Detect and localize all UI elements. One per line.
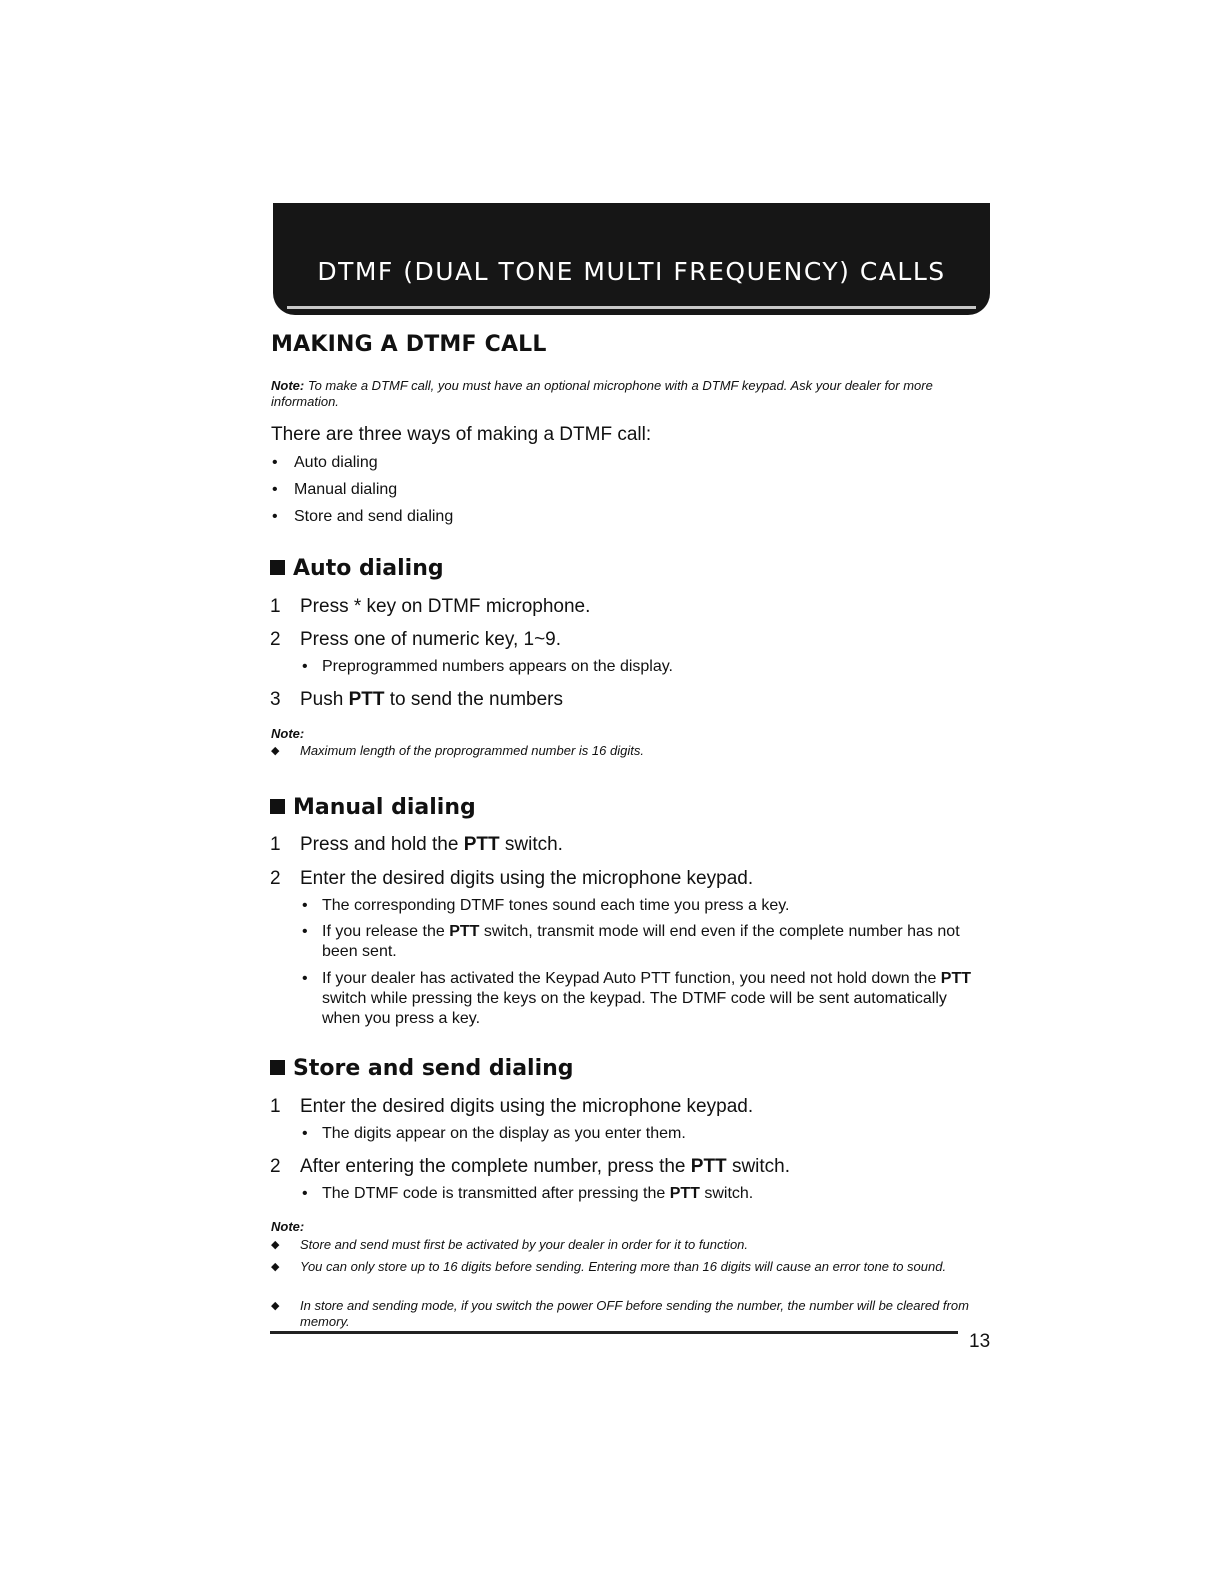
note-label: Note: (271, 726, 305, 741)
bullet-icon: • (302, 897, 308, 914)
page-number: 13 (969, 1331, 991, 1352)
bullet-icon: • (272, 508, 278, 525)
bullet-icon: • (302, 658, 308, 675)
bullet-icon: • (302, 1125, 308, 1142)
section-heading-auto: Auto dialing (270, 556, 444, 581)
banner-underline (287, 306, 976, 309)
bullet-icon: • (302, 970, 308, 987)
footer-rule (270, 1331, 958, 1334)
bullet-icon: • (302, 923, 308, 940)
square-bullet-icon (270, 799, 285, 814)
diamond-bullet-icon: ◆ (271, 1261, 280, 1273)
diamond-bullet-icon: ◆ (271, 1239, 280, 1251)
note-label: Note: (271, 1219, 305, 1234)
square-bullet-icon (270, 1060, 285, 1075)
intro-note-label: Note: (271, 378, 305, 393)
diamond-bullet-icon: ◆ (271, 745, 280, 757)
bullet-icon: • (272, 481, 278, 498)
square-bullet-icon (270, 560, 285, 575)
intro-text: There are three ways of making a DTMF call: (271, 424, 652, 445)
page-title: DTMF (DUAL TONE MULTI FREQUENCY) CALLS (317, 257, 946, 286)
bullet-icon: • (272, 454, 278, 471)
intro-note-text: To make a DTMF call, you must have an optional microphone with a DTMF keypad. Ask your dealer for more information. (271, 378, 933, 409)
header-banner (273, 203, 990, 315)
section-heading-manual: Manual dialing (270, 795, 476, 820)
intro-note (271, 378, 991, 410)
diamond-bullet-icon: ◆ (271, 1300, 280, 1312)
section-heading-store: Store and send dialing (270, 1056, 574, 1081)
bullet-icon: • (302, 1185, 308, 1202)
main-heading: MAKING A DTMF CALL (271, 332, 547, 357)
manual-page: DTMF (DUAL TONE MULTI FREQUENCY) CALLS MAKING A DTMF CALL Note: To make a DTMF call, you must have an optional microphone with a DTMF keypad. Ask your dealer for more information. There are three ways of making a DTMF call: • Auto dialing • Manual dialing • Store and send dialing Auto dialing 1 Press * key on DTMF microphone. 2 Press one of numeric key, 1~9. • Preprogrammed numbers appears on the display. 3 Push PTT to send the numbers Note: ◆ Maximum length of the proprogrammed number is 16 digits. Manual dialing 1 Press and hold the PTT switch. 2 Enter the desired digits using the microphone keypad. • The corresponding DTMF tones sound each time you press a key. • If you release the PTT switch, transmit mode will end even if the complete number has not been sent. • If your dealer has activated the Keypad Auto PTT function, you need not hold down the PTT switch while pressing the keys on the keypad. The DTMF code will be sent automatically when you press a key. Store and send dialing 1 Enter the desired digits using the microphone keypad. • The digits appear on the display as you enter them. 2 After entering the complete number, press the PTT switch. • The DTMF code is transmitted after pressing the PTT switch. Note: ◆ Store and send must first be activated by your dealer in order for it to function. ◆ You can only store up to 16 digits before sending. Entering more than 16 digits will cause an error tone to sound. ◆ In store and sending mode, if you switch the power OFF before sending the number, the number will be cleared from memory. 13 (0, 0, 1224, 1584)
